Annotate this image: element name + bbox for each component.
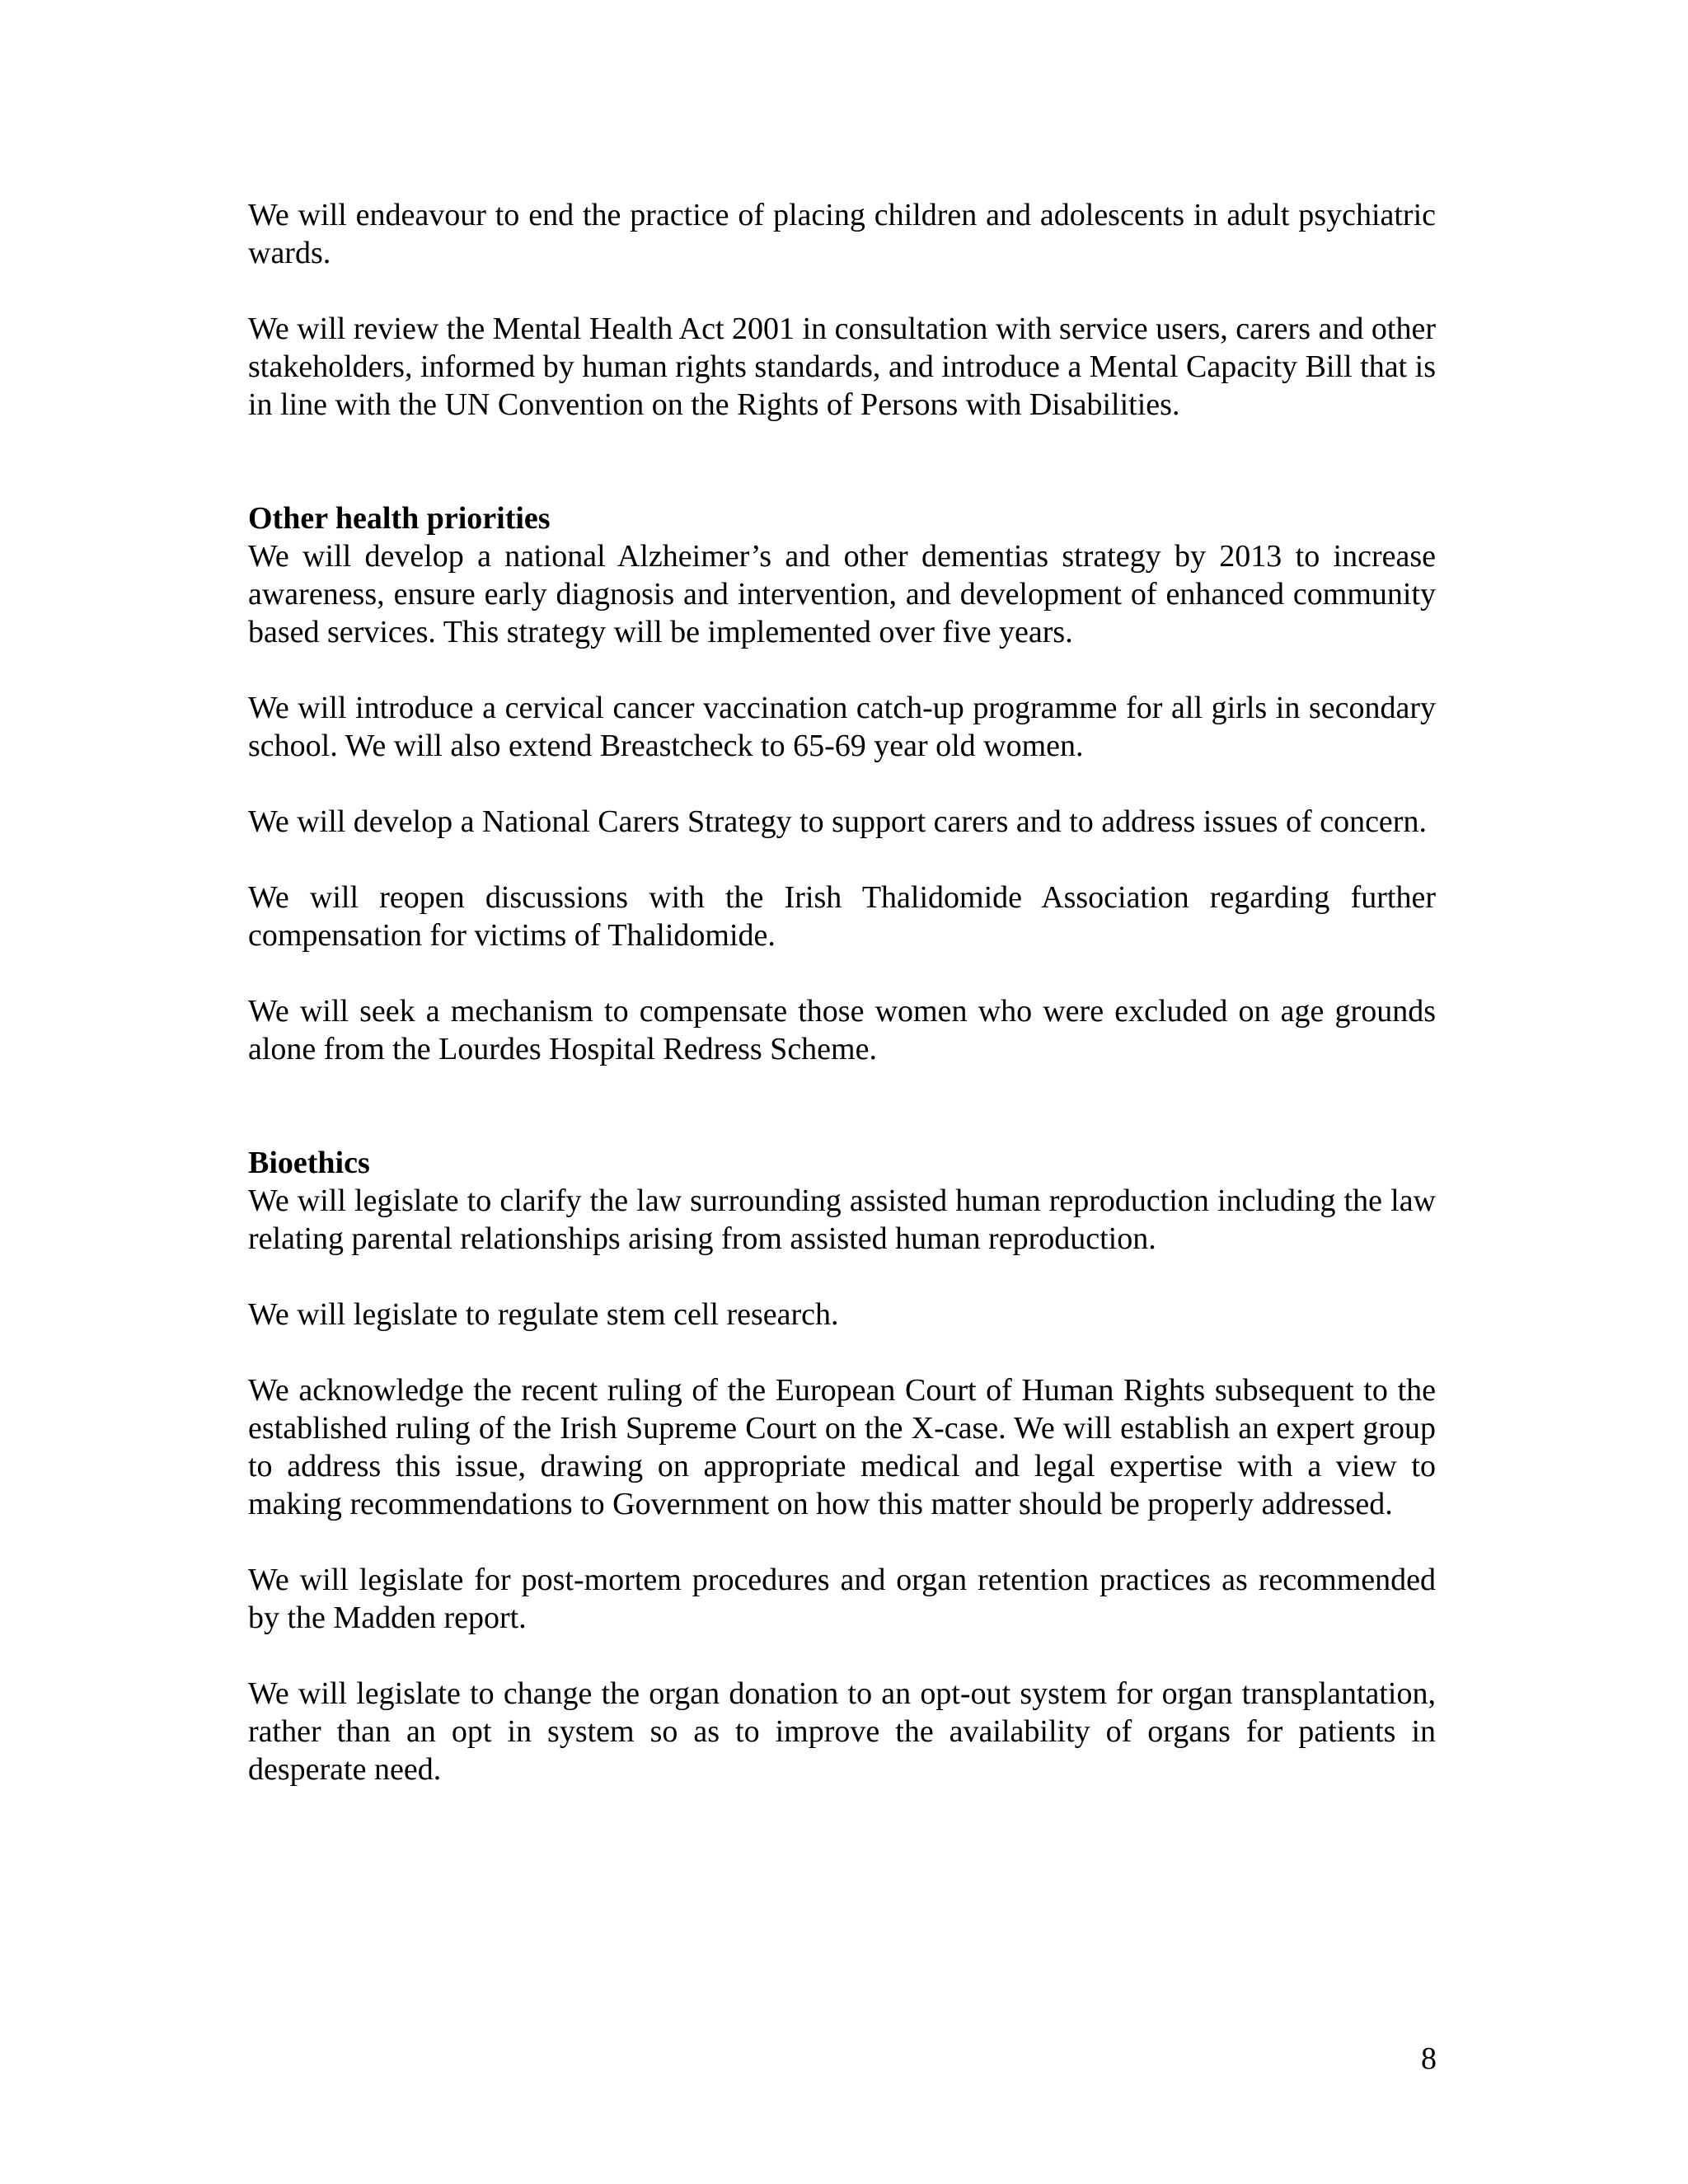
page-number: 8 — [1421, 2041, 1437, 2076]
section-heading: Other health priorities — [248, 501, 551, 536]
paragraph-mental-health-act: We will review the Mental Health Act 2001 in consultation with service users, carers and other stakeholders, informed by human rights standards, and introduce a Mental Capacity Bill that is in line with the UN Convention on the Rights of Persons with Disabilities. — [248, 312, 1436, 422]
section-other-health-priorities — [248, 499, 1436, 1068]
paragraph-x-case-ruling: We acknowledge the recent ruling of the European Court of Human Rights subsequent to the established ruling of the Irish Supreme Court on the X-case. We will establish an expert group to address this issue, drawing on appropriate medical and legal expertise with a view to making recommendations to Government on how this matter should be properly addressed. — [248, 1373, 1436, 1521]
paragraph-dementia-strategy: We will develop a national Alzheimer’s and other dementias strategy by 2013 to increase awareness, ensure early diagnosis and intervention, and development of enhanced community based services. This strategy will be implemented over five years. — [248, 539, 1436, 649]
paragraph-carers-strategy: We will develop a National Carers Strategy to support carers and to address issues of concern. — [248, 804, 1427, 839]
paragraph-lourdes-redress: We will seek a mechanism to compensate those women who were excluded on age grounds alone from the Lourdes Hospital Redress Scheme. — [248, 994, 1436, 1066]
page-body — [248, 196, 1436, 1788]
paragraph-stem-cell-research: We will legislate to regulate stem cell research. — [248, 1297, 839, 1332]
paragraph-organ-donation: We will legislate to change the organ donation to an opt-out system for organ transplantation, rather than an opt in system so as to improve the availability of organs for patients in desperate need. — [248, 1676, 1436, 1787]
paragraph-thalidomide: We will reopen discussions with the Irish Thalidomide Association regarding further compensation for victims of Thalidomide. — [248, 880, 1436, 953]
paragraph-post-mortem: We will legislate for post-mortem procedures and organ retention practices as recommended by the Madden report. — [248, 1563, 1436, 1635]
section-heading: Bioethics — [248, 1146, 370, 1180]
paragraph-assisted-reproduction: We will legislate to clarify the law surrounding assisted human reproduction including the law relating parental relationships arising from assisted human reproduction. — [248, 1183, 1436, 1256]
paragraph-cervical-cancer-vaccination: We will introduce a cervical cancer vaccination catch-up programme for all girls in secondary school. We will also extend Breastcheck to 65-69 year old women. — [248, 691, 1436, 763]
paragraph-child-psychiatric-wards: We will endeavour to end the practice of placing children and adolescents in adult psychiatric wards. — [248, 198, 1436, 270]
section-bioethics — [248, 1144, 1436, 1788]
